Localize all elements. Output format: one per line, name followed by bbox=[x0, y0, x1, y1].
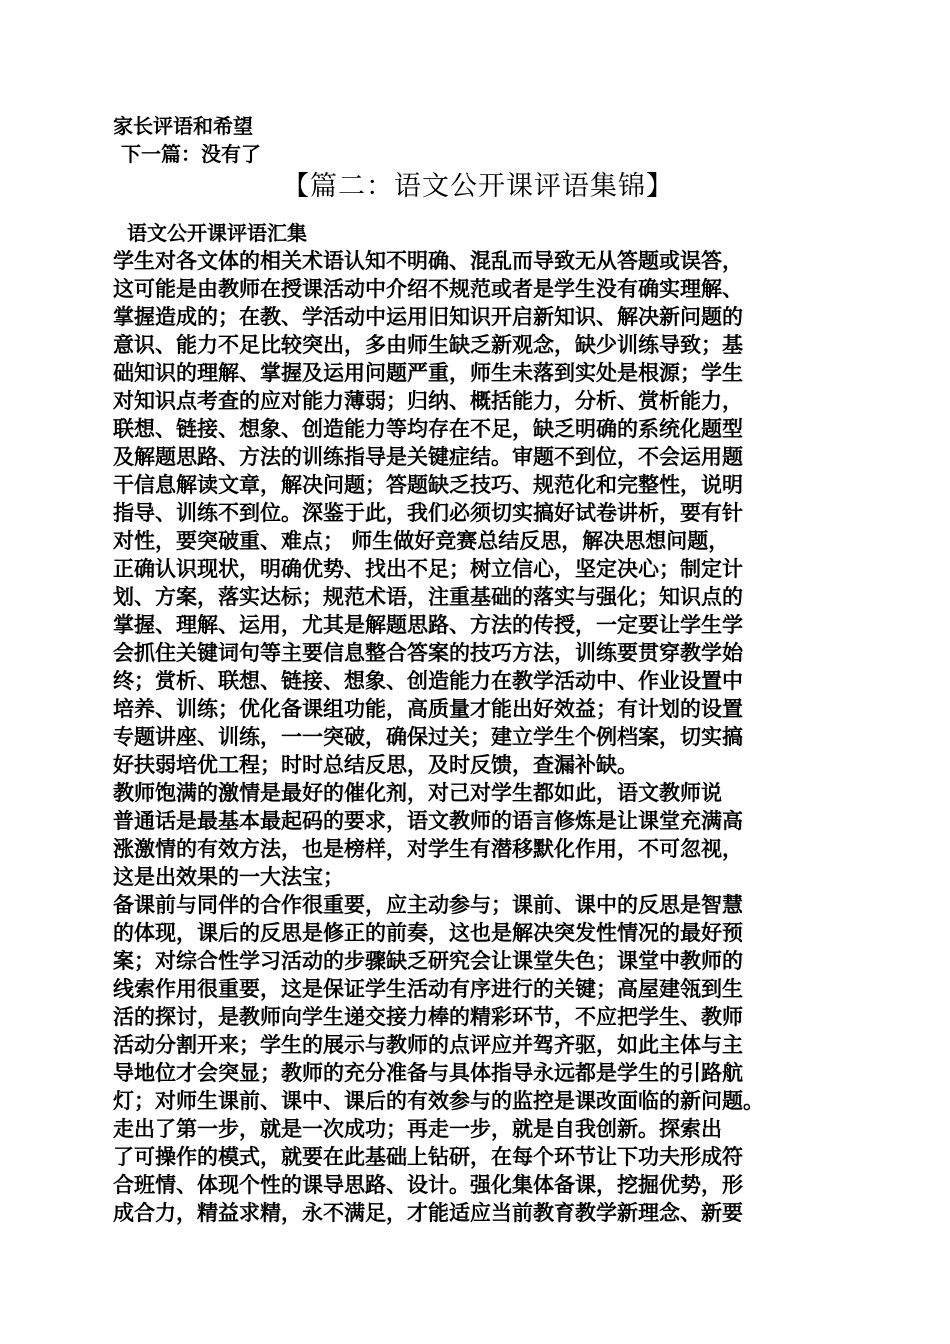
text-line: 掌握造成的；在教、学活动中运用旧知识开启新知识、解决新问题的 bbox=[113, 305, 743, 329]
next-article-label: 下一篇：没有了 bbox=[121, 142, 261, 166]
text-line: 学生对各文体的相关术语认知不明确、混乱而导致无从答题或误答， bbox=[113, 249, 743, 273]
text-line: 活的探讨，是教师向学生递交接力棒的精彩环节，不应把学生、教师 bbox=[113, 1005, 743, 1029]
paragraph bbox=[113, 1115, 843, 1227]
previous-article-link[interactable]: 家长评语和希望 bbox=[113, 114, 253, 138]
section-title: 【篇二：语文公开课评语集锦】 bbox=[282, 171, 674, 202]
text-line: 活动分割开来；学生的展示与教师的点评应并驾齐驱，如此主体与主 bbox=[113, 1033, 743, 1057]
paragraph bbox=[113, 891, 843, 1115]
text-line: 掌握、理解、运用，尤其是解题思路、方法的传授，一定要让学生学 bbox=[113, 613, 743, 637]
text-line: 好扶弱培优工程；时时总结反思，及时反馈，查漏补缺。 bbox=[113, 753, 638, 777]
text-line: 涨激情的有效方法，也是榜样，对学生有潜移默化作用，不可忽视， bbox=[113, 837, 743, 861]
text-line: 指导、训练不到位。深鉴于此，我们必须切实搞好试卷讲析，要有针 bbox=[113, 501, 743, 525]
text-line: 导地位才会突显；教师的充分准备与具体指导永远都是学生的引路航 bbox=[113, 1061, 743, 1085]
text-line: 线索作用很重要，这是保证学生活动有序进行的关键；高屋建瓴到生 bbox=[113, 977, 743, 1001]
text-line: 培养、训练；优化备课组功能，高质量才能出好效益；有计划的设置 bbox=[113, 697, 743, 721]
text-line: 划、方案，落实达标；规范术语，注重基础的落实与强化；知识点的 bbox=[113, 585, 743, 609]
paragraph bbox=[113, 779, 843, 891]
text-line: 会抓住关键词句等主要信息整合答案的技巧方法，训练要贯穿教学始 bbox=[113, 641, 743, 665]
text-line: 干信息解读文章，解决问题；答题缺乏技巧、规范化和完整性，说明 bbox=[113, 473, 743, 497]
text-line: 灯；对师生课前、课中、课后的有效参与的监控是课改面临的新问题。 bbox=[113, 1089, 764, 1113]
text-line: 备课前与同伴的合作很重要，应主动参与；课前、课中的反思是智慧 bbox=[113, 893, 743, 917]
text-line: 的体现，课后的反思是修正的前奏，这也是解决突发性情况的最好预 bbox=[113, 921, 743, 945]
text-line: 及解题思路、方法的训练指导是关键症结。审题不到位，不会运用题 bbox=[113, 445, 743, 469]
text-line: 走出了第一步，就是一次成功；再走一步，就是自我创新。探索出 bbox=[113, 1117, 722, 1141]
paragraph bbox=[113, 247, 843, 779]
document-content bbox=[113, 112, 843, 1227]
text-line: 对知识点考查的应对能力薄弱；归纳、概括能力，分析、赏析能力， bbox=[113, 389, 743, 413]
text-line: 终；赏析、联想、链接、想象、创造能力在教学活动中、作业设置中 bbox=[113, 669, 743, 693]
text-line: 成合力，精益求精，永不满足，才能适应当前教育教学新理念、新要 bbox=[113, 1201, 743, 1225]
text-line: 了可操作的模式，就要在此基础上钻研，在每个环节让下功夫形成符 bbox=[113, 1145, 743, 1169]
text-line: 意识、能力不足比较突出，多由师生缺乏新观念，缺少训练导致；基 bbox=[113, 333, 743, 357]
text-line: 普通话是最基本最起码的要求，语文教师的语言修炼是让课堂充满高 bbox=[113, 809, 743, 833]
text-line: 这是出效果的一大法宝； bbox=[113, 865, 344, 889]
text-line: 联想、链接、想象、创造能力等均存在不足，缺乏明确的系统化题型 bbox=[113, 417, 743, 441]
text-line: 案；对综合性学习活动的步骤缺乏研究会让课堂失色；课堂中教师的 bbox=[113, 949, 743, 973]
text-line: 础知识的理解、掌握及运用问题严重，师生未落到实处是根源；学生 bbox=[113, 361, 743, 385]
text-line: 合班情、体现个性的课导思路、设计。强化集体备课，挖掘优势，形 bbox=[113, 1173, 743, 1197]
text-line: 对性，要突破重、难点； 师生做好竞赛总结反思，解决思想问题， bbox=[113, 529, 730, 553]
text-line: 专题讲座、训练，一一突破，确保过关；建立学生个例档案，切实搞 bbox=[113, 725, 743, 749]
text-line: 正确认识现状，明确优势、找出不足；树立信心，坚定决心；制定计 bbox=[113, 557, 743, 581]
section-subtitle: 语文公开课评语汇集 bbox=[127, 221, 307, 245]
text-line: 教师饱满的激情是最好的催化剂，对己对学生都如此，语文教师说 bbox=[113, 781, 722, 805]
text-line: 这可能是由教师在授课活动中介绍不规范或者是学生没有确实理解、 bbox=[113, 277, 743, 301]
